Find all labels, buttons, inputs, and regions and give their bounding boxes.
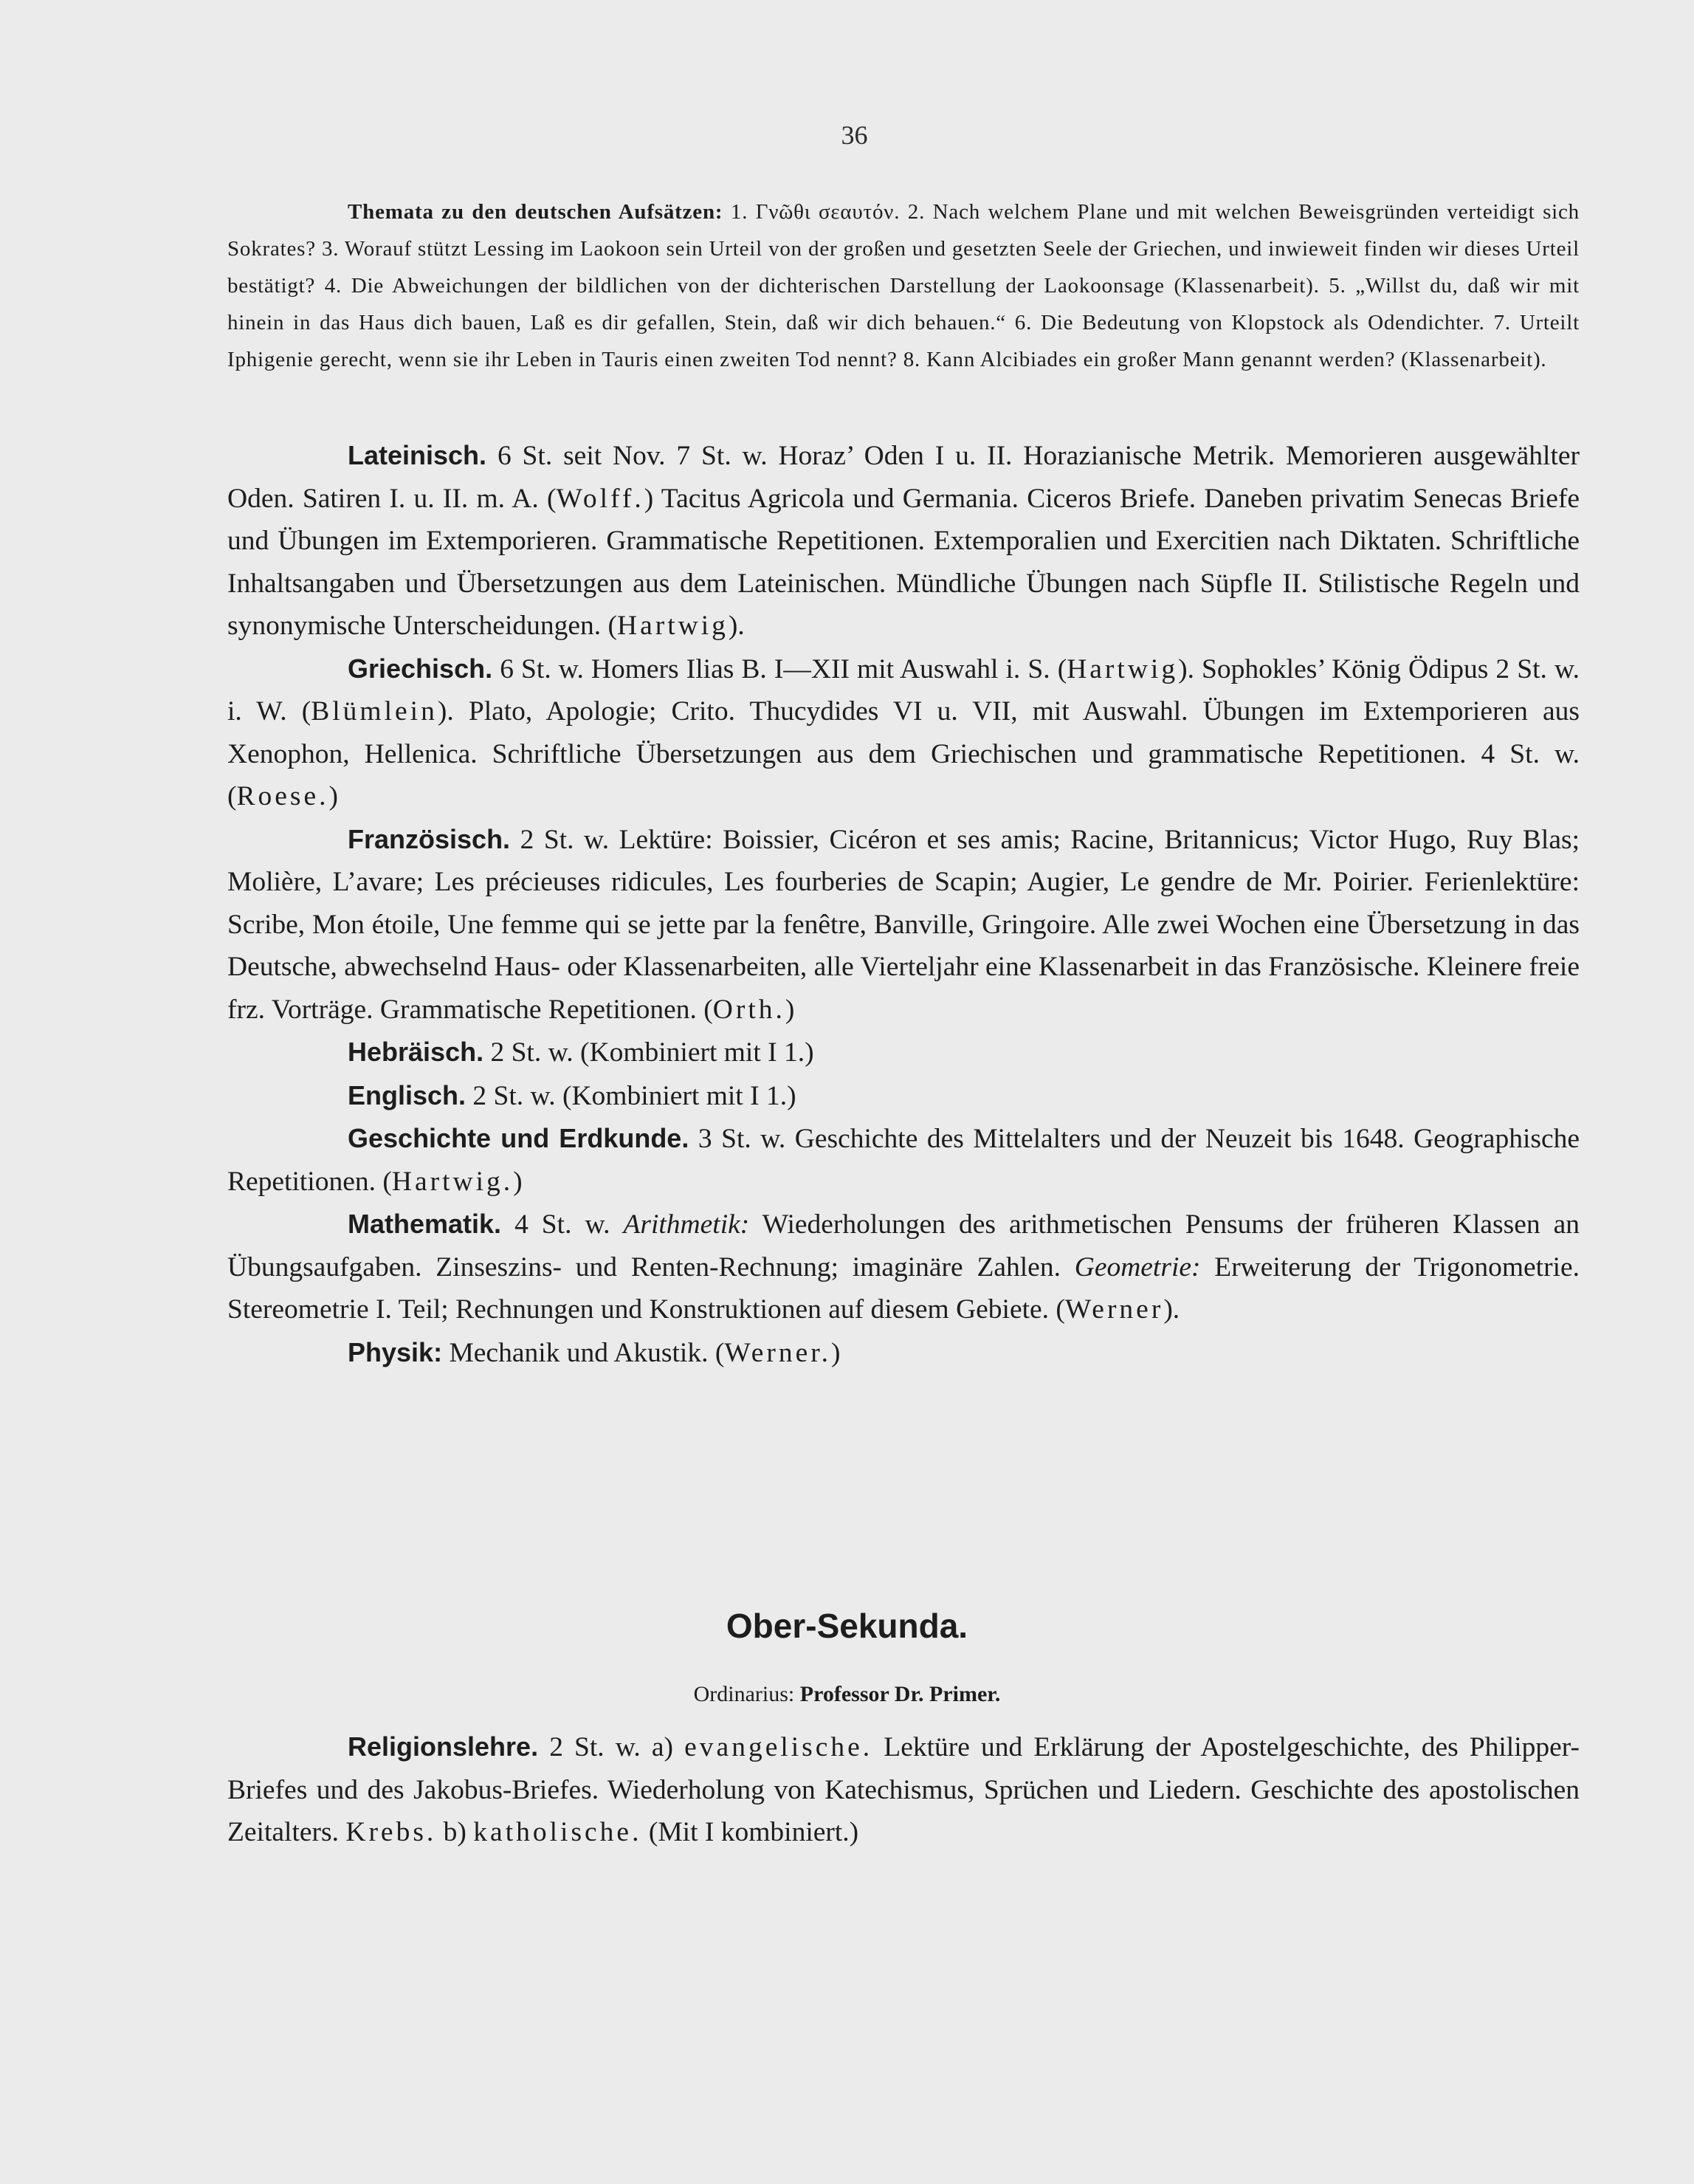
teacher-name: Hartwig. [391,1166,514,1197]
subject-english: Englisch. 2 St. w. (Kombiniert mit I 1.) [348,1079,796,1111]
section-heading: Ober-Sekunda. [726,1607,968,1645]
teacher-name: Krebs. [345,1817,437,1847]
teacher-name: Hartwig [617,611,729,641]
ordinarius-line: Ordinarius: Professor Dr. Primer. [693,1682,1001,1706]
teacher-name: Blümlein [311,696,438,727]
themata-lead: Themata zu den deutschen Aufsätzen: [348,200,723,224]
subject-physics: Physik: Mechanik und Akustik. (Werner.) [348,1336,841,1368]
subject-history: Geschichte und Erdkunde. 3 St. w. Geschichte des Mittelalters und der Neuzeit bis 1648. Geographische Repetitionen. (Hartwig.) [227,1123,1580,1197]
page-number: 36 [841,120,868,150]
teacher-name: Hartwig [1067,653,1179,684]
subject-latin: Lateinisch. 6 St. seit Nov. 7 St. w. Horaz’ Oden I u. II. Horazianische Metrik. Memorieren ausgewählter Oden. Satiren I. u. II. m. A. (Wolff.) Tacitus Agricola und Germania. Ciceros Briefe. Daneben privatim Senecas Briefe und Übungen im Extemporieren. Grammatische Repetitionen. Extemporalien und Exercitien nach Diktaten. Schriftliche Inhaltsangaben und Übersetzungen aus dem Lateinischen. Mündliche Übungen nach Süpfle II. Stilistische Regeln und synonymische Unterscheidungen. (Hartwig). [227,440,1580,641]
teacher-name: Werner [1064,1294,1164,1325]
subject-hebrew: Hebräisch. 2 St. w. (Kombiniert mit I 1.) [348,1037,814,1068]
subject-greek: Griechisch. 6 St. w. Homers Ilias B. I—XII mit Auswahl i. S. (Hartwig). Sophokles’ König Ödipus 2 St. w. i. W. (Blümlein). Plato, Apologie; Crito. Thucydides VI u. VII, mit Auswahl. Übungen im Extemporieren aus Xenophon, Hellenica. Schriftliche Übersetzungen aus dem Griechischen und grammatische Repetitionen. 4 St. w. (Roese.) [227,653,1580,811]
teacher-name: Werner. [724,1337,832,1368]
teacher-name: Orth. [712,994,785,1025]
themata-text: 1. Γνῶθι σεαυτόν. 2. Nach welchem Plane und mit welchen Beweisgründen verteidigt sich Sokrates? 3. Worauf stützt Lessing im Laokoon sein Urteil von der großen und gesetzten Seele der Griechen, und inwieweit finden wir dieses Urteil bestätigt? 4. Die Abweichungen der bildlichen von der dichterischen Darstellung der Laokoonsage (Klassenarbeit). 5. „Willst du, daß wir mit hinein in das Haus dich bauen, Laß es dir gefallen, Stein, daß wir dich behauen.“ 6. Die Bedeutung von Klopstock als Odendichter. 7. Urteilt Iphigenie gerecht, wenn sie ihr Leben in Tauris einen zweiten Tod nennt? 8. Kann Alcibiades ein großer Mann genannt werden? (Klassenarbeit). [227,200,1580,371]
subject-math: Mathematik. 4 St. w. Arithmetik: Wiederholungen des arithmetischen Pensums der früheren Klassen an Übungsaufgaben. Zinseszins- und Renten-Rechnung; imaginäre Zahlen. Geometrie: Erweiterung der Trigonometrie. Stereometrie I. Teil; Rechnungen und Konstruktionen auf diesem Gebiete. (Werner). [227,1209,1580,1325]
subjects-list [227,434,1580,1374]
subject-french: Französisch. 2 St. w. Lektüre: Boissier, Cicéron et ses amis; Racine, Britannicus; Victor Hugo, Ruy Blas; Molière, L’avare; Les précieuses ridicules, Les fourberies de Scapin; Augier, Le gendre de Mr. Poirier. Ferienlektüre: Scribe, Mon étoile, Une femme qui se jette par la fenêtre, Banville, Gringoire. Alle zwei Wochen eine Übersetzung in das Deutsche, abwechselnd Haus- oder Klassenarbeiten, alle Vierteljahr eine Klassenarbeit in das Französische. Kleinere freie frz. Vorträge. Grammatische Repetitionen. (Orth.) [227,823,1580,1025]
themata-paragraph [227,193,1580,378]
teacher-name: Roese. [236,781,329,811]
teacher-name: Wolff. [556,483,644,514]
religion-paragraph: Religionslehre. 2 St. w. a) evangelische. Lektüre und Erklärung der Apostelgeschichte, des Philipper-Briefes und des Jakobus-Briefes. Wiederholung von Katechismus, Sprüchen und Liedern. Geschichte des apostolischen Zeitalters. Krebs. b) katholische. (Mit I kombiniert.) [227,1731,1580,1847]
